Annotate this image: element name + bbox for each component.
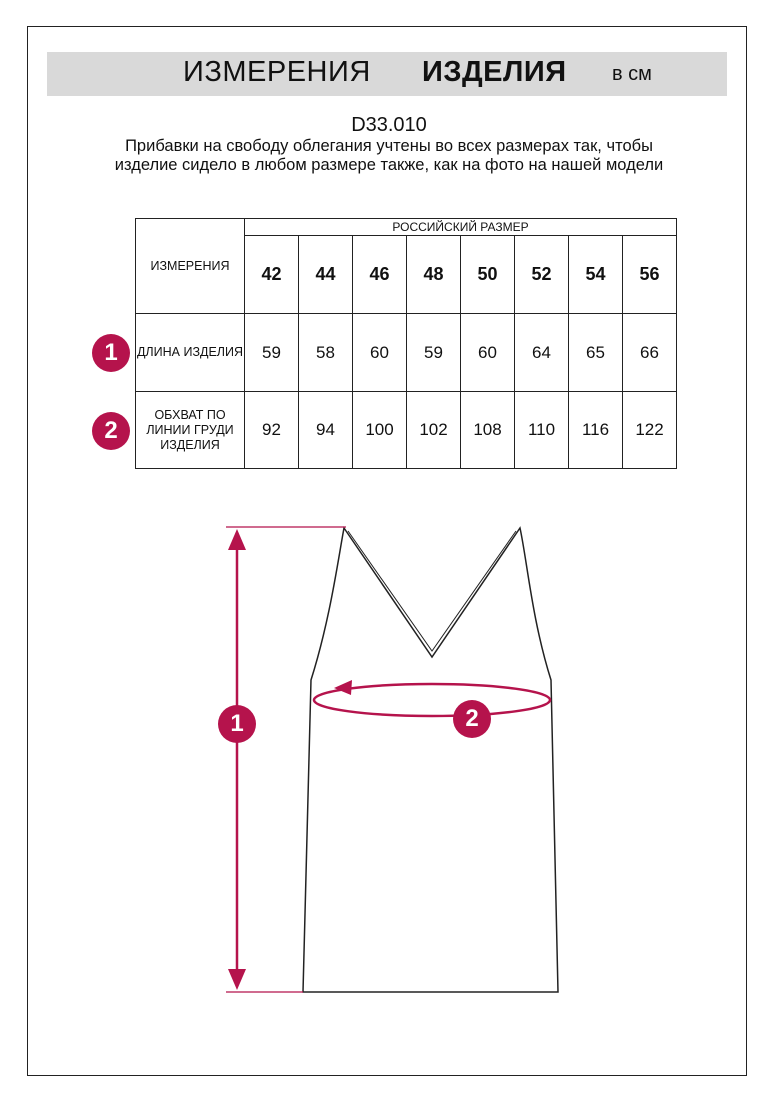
value-cell: 65 xyxy=(569,314,623,392)
size-cell: 54 xyxy=(569,236,623,314)
title-product: ИЗДЕЛИЯ xyxy=(422,56,567,88)
value-cell: 100 xyxy=(353,392,407,469)
row-label-chest: ОБХВАТ ПО ЛИНИИ ГРУДИ ИЗДЕЛИЯ xyxy=(136,392,245,469)
value-cell: 102 xyxy=(407,392,461,469)
value-cell: 58 xyxy=(299,314,353,392)
chest-arrow-head-icon xyxy=(334,680,352,695)
row-label-length: ДЛИНА ИЗДЕЛИЯ xyxy=(136,314,245,392)
value-cell: 66 xyxy=(623,314,677,392)
value-cell: 60 xyxy=(461,314,515,392)
length-marker: 1 xyxy=(218,705,256,743)
row-marker-length: 1 xyxy=(92,334,130,372)
title-unit: в см xyxy=(612,63,652,85)
value-cell: 110 xyxy=(515,392,569,469)
value-cell: 92 xyxy=(245,392,299,469)
size-header: РОССИЙСКИЙ РАЗМЕР xyxy=(392,220,529,234)
chest-marker: 2 xyxy=(453,700,491,738)
arrow-head-up-icon xyxy=(228,529,246,550)
value-cell: 60 xyxy=(353,314,407,392)
row-marker-chest: 2 xyxy=(92,412,130,450)
arrow-head-down-icon xyxy=(228,969,246,990)
measure-header: ИЗМЕРЕНИЯ xyxy=(150,258,230,273)
size-cell: 50 xyxy=(461,236,515,314)
product-code: D33.010 xyxy=(351,114,427,136)
title-measurements: ИЗМЕРЕНИЯ xyxy=(183,56,371,88)
size-cell: 52 xyxy=(515,236,569,314)
value-cell: 64 xyxy=(515,314,569,392)
value-cell: 94 xyxy=(299,392,353,469)
size-cell: 46 xyxy=(353,236,407,314)
size-cell: 48 xyxy=(407,236,461,314)
size-cell: 42 xyxy=(245,236,299,314)
value-cell: 108 xyxy=(461,392,515,469)
value-cell: 122 xyxy=(623,392,677,469)
value-cell: 59 xyxy=(245,314,299,392)
size-cell: 56 xyxy=(623,236,677,314)
tank-top-outline xyxy=(303,528,558,992)
value-cell: 59 xyxy=(407,314,461,392)
size-cell: 44 xyxy=(299,236,353,314)
neckline-inner xyxy=(348,531,516,651)
value-cell: 116 xyxy=(569,392,623,469)
fit-description: Прибавки на свободу облегания учтены во всех размерах так, чтобы изделие сидело в любом размере также, как на фото на нашей модели xyxy=(114,137,664,174)
